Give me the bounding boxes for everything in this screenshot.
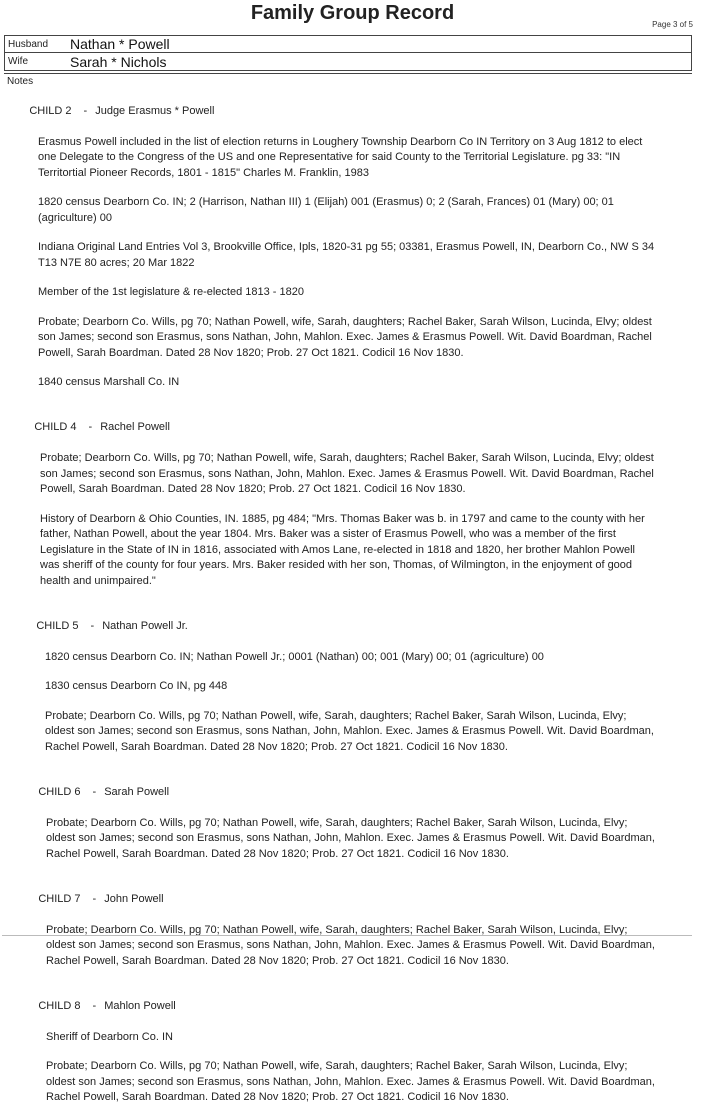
child-heading: CHILD 6 - Sarah Powell	[38, 785, 170, 798]
child-label: CHILD 7	[38, 892, 81, 905]
note-paragraph: Probate; Dearborn Co. Wills, pg 70; Nathan Powell, wife, Sarah, daughters; Rachel Baker, Sarah Wilson, Lucinda, Elvy; oldest son James; second son Erasmus, sons Nathan, John, Mahlon. Exec. James & Erasmus Powell. Wit. David Boardman, Rachel Powell, Sarah Boardman. Dated 28 Nov 1820; Prob. 27 Oct 1821. Codicil 16 Nov 1830.	[46, 1060, 655, 1103]
notes-content	[0, 88, 705, 1106]
child-heading: CHILD 8 - Mahlon Powell	[38, 999, 176, 1012]
child-label: CHILD 2	[29, 104, 72, 117]
note-paragraph: 1820 census Dearborn Co. IN; 2 (Harrison, Nathan III) 1 (Elijah) 001 (Erasmus) 0; 2 (Sarah, Frances) 01 (Mary) 00; 01 (agriculture) 00	[38, 196, 614, 224]
child-entry	[0, 603, 705, 755]
child-heading: CHILD 5 - Nathan Powell Jr.	[36, 619, 188, 632]
document-title: Family Group Record	[250, 2, 455, 24]
note-paragraph: History of Dearborn & Ohio Counties, IN. 1885, pg 484; "Mrs. Thomas Baker was b. in 1797 and came to the county with her father, Nathan Powell, about the year 1804. Mrs. Baker was a sister of Erasmus Powell, who was a member of the first Legislature in the State of IN in 1816, associated with Amos Lane, re-elected in 1818 and 1820, her brother Mahlon Powell was sheriff of the county for four years. Mrs. Baker resided with her son, Thomas, of Wilmington, in the enjoyment of good health and unimpaired."	[40, 512, 645, 587]
child-label: CHILD 4	[34, 421, 77, 433]
note-paragraph: 1820 census Dearborn Co. IN; Nathan Powell Jr.; 0001 (Nathan) 00; 001 (Mary) 00; 01 (agriculture) 00	[45, 650, 544, 663]
husband-label: Husband	[8, 38, 49, 50]
note-paragraph: 1830 census Dearborn Co IN, pg 448	[45, 680, 228, 692]
child-entry	[0, 983, 705, 1106]
note-paragraph: Probate; Dearborn Co. Wills, pg 70; Nathan Powell, wife, Sarah, daughters; Rachel Baker, Sarah Wilson, Lucinda, Elvy; oldest son James; second son Erasmus, sons Nathan, John, Mahlon. Exec. James & Erasmus Powell. Wit. David Boardman, Rachel Powell, Sarah Boardman. Dated 28 Nov 1820; Prob. 27 Oct 1821. Codicil 16 Nov 1830.	[40, 452, 654, 495]
wife-label: Wife	[8, 56, 28, 67]
page-number: Page 3 of 5	[652, 20, 693, 29]
child-heading: CHILD 2 - Judge Erasmus * Powell	[29, 104, 215, 117]
child-entry	[0, 88, 705, 391]
note-paragraph: Probate; Dearborn Co. Wills, pg 70; Nathan Powell, wife, Sarah, daughters; Rachel Baker, Sarah Wilson, Lucinda, Elvy; oldest son James; second son Erasmus, sons Nathan, John, Mahlon. Exec. James & Erasmus Powell. Wit. David Boardman, Rachel Powell, Sarah Boardman. Dated 28 Nov 1820; Prob. 27 Oct 1821. Codicil 16 Nov 1830.	[46, 816, 655, 860]
note-paragraph: Probate; Dearborn Co. Wills, pg 70; Nathan Powell, wife, Sarah, daughters; Rachel Baker, Sarah Wilson, Lucinda, Elvy; oldest son James; second son Erasmus, sons Nathan, John, Mahlon. Exec. James & Erasmus Powell. Wit. David Boardman, Rachel Powell, Sarah Boardman. Dated 28 Nov 1820; Prob. 27 Oct 1821. Codicil 16 Nov 1830.	[38, 315, 652, 359]
husband-name: Nathan * Powell	[70, 36, 170, 52]
child-name: Mahlon Powell	[104, 999, 176, 1012]
child-entry	[0, 405, 705, 590]
child-name: Judge Erasmus * Powell	[95, 104, 215, 117]
child-name: Nathan Powell Jr.	[102, 619, 188, 632]
note-paragraph: Erasmus Powell included in the list of election returns in Loughery Township Dearborn Co IN Territory on 3 Aug 1812 to elect one Delegate to the Congress of the US and one Representative for said County to the Territorial Legislature. pg 33: "IN Territortial Pioneer Records, 1801 - 1815" Charles M. Franklin, 1983	[38, 135, 643, 179]
child-entry	[0, 876, 705, 969]
husband-row	[5, 36, 691, 53]
note-paragraph: Indiana Original Land Entries Vol 3, Brookville Office, Ipls, 1820-31 pg 55; 03381, Erasmus Powell, IN, Dearborn Co., NW S 34 T13 N7E 80 acres; 20 Mar 1822	[38, 241, 655, 269]
child-label: CHILD 6	[38, 785, 81, 798]
wife-row	[5, 53, 691, 70]
child-heading: CHILD 7 - John Powell	[38, 892, 164, 905]
child-name: Sarah Powell	[104, 785, 170, 798]
header-divider	[4, 73, 692, 74]
note-paragraph: Member of the 1st legislature & re-elected 1813 - 1820	[38, 286, 304, 298]
note-paragraph: Sheriff of Dearborn Co. IN	[46, 1030, 173, 1043]
child-label: CHILD 5	[36, 619, 79, 632]
page-bottom-edge	[2, 935, 692, 936]
child-name: John Powell	[104, 892, 164, 905]
child-heading: CHILD 4 - Rachel Powell	[34, 421, 170, 433]
child-name: Rachel Powell	[100, 421, 170, 433]
parents-box	[4, 35, 692, 71]
note-paragraph: Probate; Dearborn Co. Wills, pg 70; Nathan Powell, wife, Sarah, daughters; Rachel Baker, Sarah Wilson, Lucinda, Elvy; oldest son James; second son Erasmus, sons Nathan, John, Mahlon. Exec. James & Erasmus Powell. Wit. David Boardman, Rachel Powell, Sarah Boardman. Dated 28 Nov 1820; Prob. 27 Oct 1821. Codicil 16 Nov 1830.	[45, 709, 654, 753]
child-entry	[0, 769, 705, 862]
note-paragraph: Probate; Dearborn Co. Wills, pg 70; Nathan Powell, wife, Sarah, daughters; Rachel Baker, Sarah Wilson, Lucinda, Elvy; oldest son James; second son Erasmus, sons Nathan, John, Mahlon. Exec. James & Erasmus Powell. Wit. David Boardman, Rachel Powell, Sarah Boardman. Dated 28 Nov 1820; Prob. 27 Oct 1821. Codicil 16 Nov 1830.	[46, 923, 655, 967]
note-paragraph: 1840 census Marshall Co. IN	[38, 376, 180, 388]
wife-name: Sarah * Nichols	[70, 53, 167, 70]
notes-label: Notes	[7, 76, 34, 87]
child-label: CHILD 8	[38, 999, 81, 1012]
